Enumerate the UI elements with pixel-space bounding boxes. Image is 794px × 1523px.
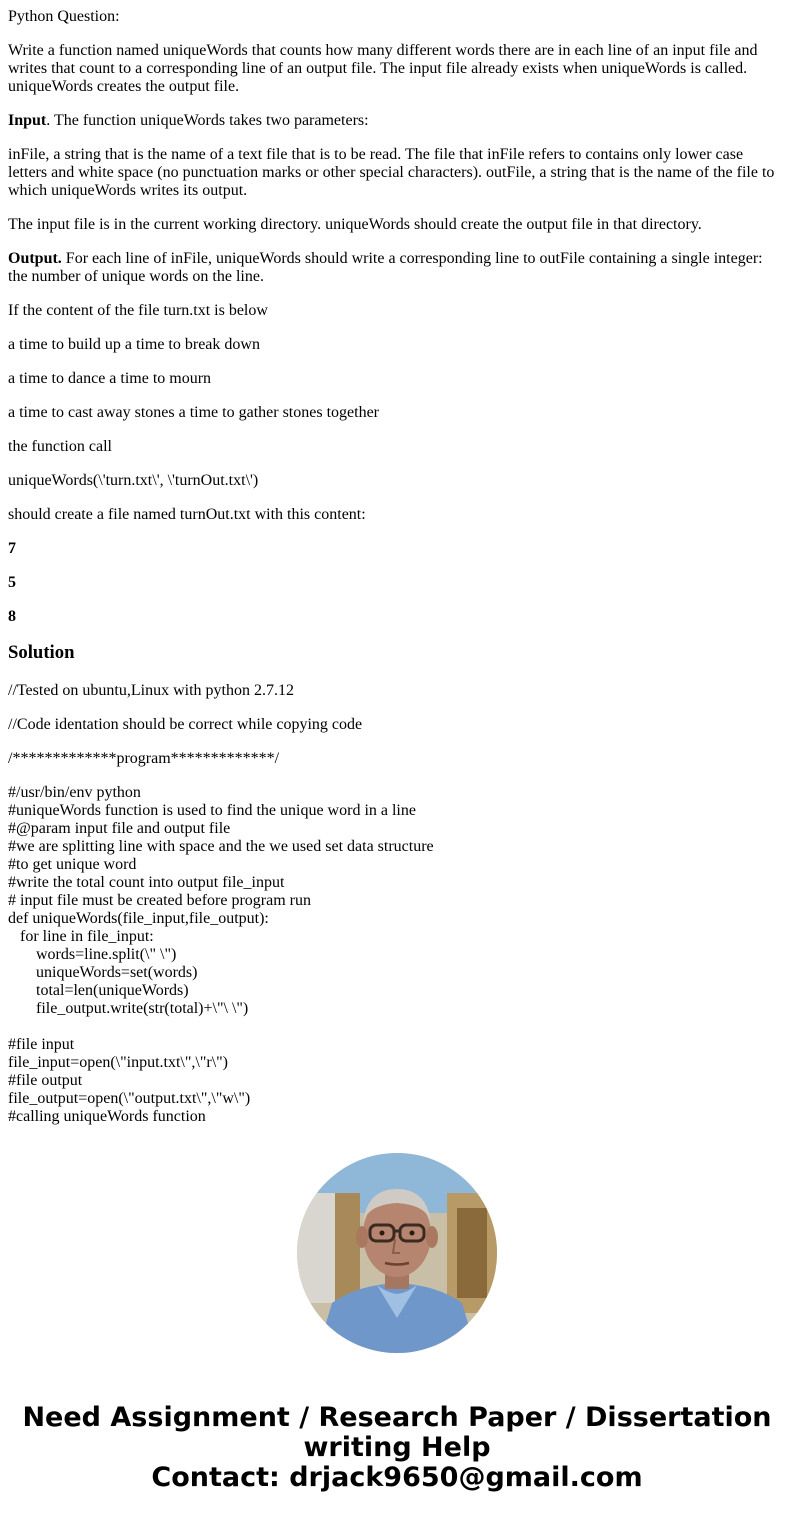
solution-note: /*************program*************/: [8, 750, 280, 767]
document-body: [8, 8, 786, 1125]
example-line: a time to cast away stones a time to gather stones together: [8, 404, 379, 421]
code-line: #file input: [8, 1036, 75, 1053]
banner-line: writing Help: [303, 1432, 491, 1463]
question-heading: Python Question:: [8, 8, 120, 25]
code-line: for line in file_input:: [8, 928, 154, 945]
code-line: #calling uniqueWords function: [8, 1108, 206, 1125]
input-text: . The function uniqueWords takes two parameters:: [46, 112, 369, 129]
parameters-description: inFile, a string that is the name of a text file that is to be read. The file that inFile refers to contains only lower case letters and white space (no punctuation marks or other special characters). outFile, a string that is the name of the file to which uniqueWords writes its output.: [8, 146, 775, 199]
code-line: def uniqueWords(file_input,file_output):: [8, 910, 269, 927]
code-line: #write the total count into output file_input: [8, 874, 285, 891]
function-call: uniqueWords(\'turn.txt\', \'turnOut.txt\'): [8, 472, 259, 489]
code-line: file_output=open(\"output.txt\",\"w\"): [8, 1090, 251, 1107]
code-line: #file output: [8, 1072, 83, 1089]
solution-heading: Solution: [8, 642, 75, 663]
output-label: Output.: [8, 250, 62, 267]
code-line: total=len(uniqueWords): [8, 982, 189, 999]
code-line: uniqueWords=set(words): [8, 964, 198, 981]
code-line: #to get unique word: [8, 856, 137, 873]
code-line: #we are splitting line with space and the we used set data structure: [8, 838, 434, 855]
output-text: For each line of inFile, uniqueWords should write a corresponding line to outFile containing a single integer: the number of unique words on the line.: [8, 250, 763, 285]
code-line: file_output.write(str(total)+\"\ \"): [8, 1000, 249, 1017]
result-intro: should create a file named turnOut.txt with this content:: [8, 506, 366, 523]
example-line: a time to dance a time to mourn: [8, 370, 212, 387]
example-intro: If the content of the file turn.txt is below: [8, 302, 268, 319]
question-intro: Write a function named uniqueWords that counts how many different words there are in each line of an input file and writes that count to a corresponding line of an output file. The input file already exists when uniqueWords is called. uniqueWords creates the output file.: [8, 42, 758, 95]
output-description: [8, 250, 786, 286]
result-value: 8: [8, 608, 16, 625]
solution-note: //Code identation should be correct while copying code: [8, 716, 363, 733]
code-line: [8, 1018, 786, 1036]
code-line: file_input=open(\"input.txt\",\"r\"): [8, 1054, 229, 1071]
code-line: # input file must be created before program run: [8, 892, 311, 909]
author-avatar: [297, 1153, 497, 1353]
code-line: #@param input file and output file: [8, 820, 231, 837]
solution-note: //Tested on ubuntu,Linux with python 2.7.12: [8, 682, 294, 699]
banner-contact: Contact: drjack9650@gmail.com: [151, 1462, 643, 1493]
input-description: [8, 112, 786, 130]
result-value: 7: [8, 540, 16, 557]
author-photo-illustration: [297, 1153, 497, 1353]
code-block: [8, 784, 786, 1125]
code-line: #uniqueWords function is used to find the unique word in a line: [8, 802, 416, 819]
code-line: #/usr/bin/env python: [8, 784, 141, 801]
code-line: words=line.split(\" \"): [8, 946, 177, 963]
result-value: 5: [8, 574, 16, 591]
banner-line: Need Assignment / Research Paper / Dissertation: [22, 1402, 772, 1433]
input-label: Input: [8, 112, 47, 129]
directory-description: The input file is in the current working directory. uniqueWords should create the output file in that directory.: [8, 216, 702, 233]
example-line: a time to build up a time to break down: [8, 336, 260, 353]
call-intro: the function call: [8, 438, 112, 455]
promo-banner: [0, 1403, 794, 1493]
